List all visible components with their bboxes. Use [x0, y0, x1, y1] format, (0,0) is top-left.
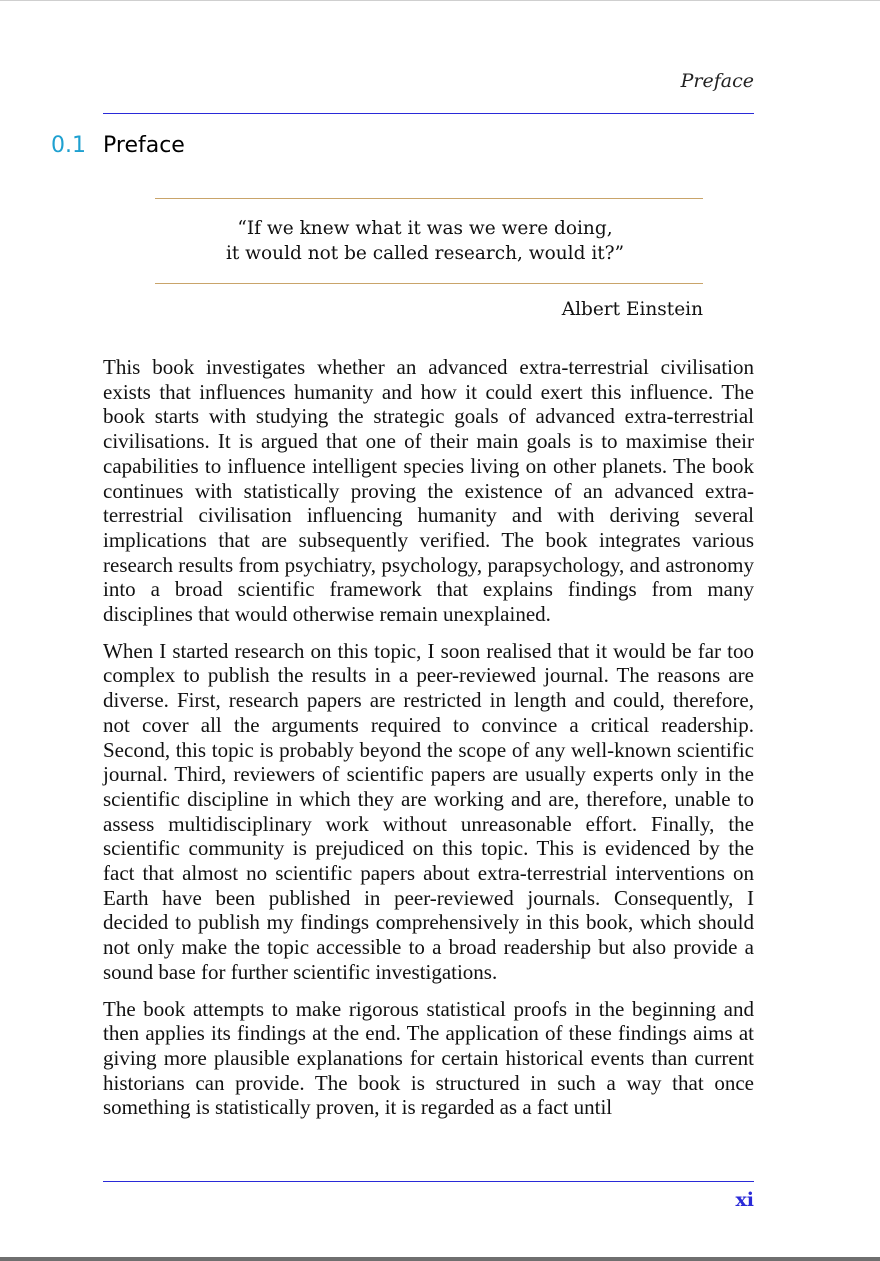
- section-number: 0.1: [51, 133, 86, 158]
- section-title: Preface: [103, 133, 185, 158]
- footer-rule: [103, 1181, 754, 1182]
- page-bottom-edge: [0, 1257, 880, 1261]
- page-top-edge: [0, 0, 880, 1]
- running-head: Preface: [680, 70, 754, 92]
- header-rule: [103, 113, 754, 114]
- epigraph-line-2: it would not be called research, would it?”: [225, 243, 625, 264]
- page-number: xi: [735, 1189, 754, 1211]
- body-text: [103, 355, 754, 1132]
- epigraph-top-rule: [155, 198, 703, 199]
- epigraph-author: Albert Einstein: [561, 299, 703, 320]
- epigraph-quote: [155, 216, 695, 266]
- epigraph-line-1: “If we knew what it was we were doing,: [237, 218, 613, 239]
- paragraph-2: When I started research on this topic, I soon realised that it would be far too complex to publish the results in a peer-reviewed journal. The reasons are diverse. First, research papers are restricted in length and could, therefore, not cover all the arguments required to convince a critical readership. Second, this topic is probably beyond the scope of any well-known scientific journal. Third, reviewers of scientific papers are usually experts only in the scientific discipline in which they are working and are, therefore, unable to assess multidisciplinary work without unreasonable effort. Finally, the scientific community is prejudiced on this topic. This is evidenced by the fact that almost no scientific papers about extra-terrestrial interventions on Earth have been published in peer-reviewed journals. Consequently, I decided to publish my findings comprehensively in this book, which should not only make the topic accessible to a broad readership but also provide a sound base for further scientific investigations.: [103, 638, 754, 984]
- paragraph-3: The book attempts to make rigorous statistical proofs in the beginning and then applies its findings at the end. The application of these findings aims at giving more plausible explanations for certain historical events than current historians can provide. The book is structured in such a way that once something is statistically proven, it is regarded as a fact until: [103, 996, 754, 1120]
- epigraph-bottom-rule: [155, 283, 703, 284]
- section-heading: [51, 133, 185, 158]
- paragraph-1: This book investigates whether an advanced extra-terrestrial civilisation exists that influences humanity and how it could exert this influence. The book starts with studying the strategic goals of advanced extra-terrestrial civilisations. It is argued that one of their main goals is to maximise their capabilities to influence intelligent species living on other planets. The book continues with statistically proving the existence of an advanced extra-terrestrial civilisation influencing humanity and with deriving several implications that are subsequently verified. The book integrates various research results from psychiatry, psychology, parapsychology, and astronomy into a broad scientific framework that explains findings from many disciplines that would otherwise remain unexplained.: [103, 355, 754, 627]
